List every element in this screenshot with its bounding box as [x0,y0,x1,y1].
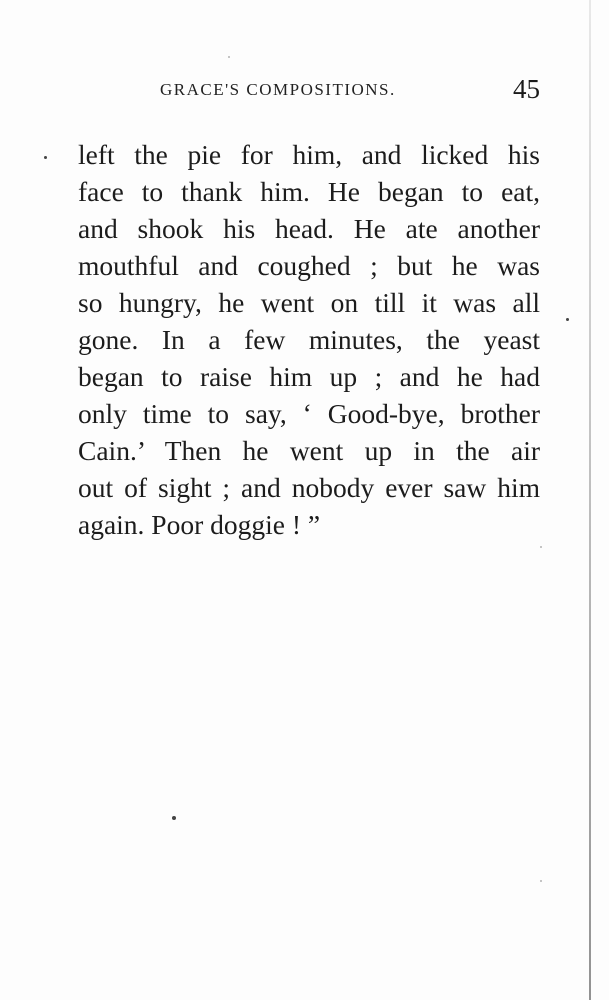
text-line: gone. In a few minutes, the yeast [78,324,540,355]
text-line: face to thank him. He began to eat, [78,176,540,207]
text-line: out of sight ; and nobody ever saw him [78,472,540,503]
scan-speck [566,318,569,321]
text-line: began to raise him up ; and he had [78,361,540,392]
text-line: left the pie for him, and licked his [78,139,540,170]
text-line: and shook his head. He ate another [78,213,540,244]
text-line: Cain.’ Then he went up in the air [78,435,540,466]
scan-speck [172,816,176,820]
running-title: GRACE'S COMPOSITIONS. [160,80,396,99]
body-text [78,136,540,543]
scan-speck [44,156,47,159]
text-line: again. Poor doggie ! ” [78,509,321,540]
page-header [160,76,540,106]
text-line: only time to say, ‘ Good-bye, brother [78,398,540,429]
page-number: 45 [513,74,540,104]
page-edge-shadow [589,0,591,1000]
text-line: mouthful and coughed ; but he was [78,250,540,281]
scan-speck [540,546,542,548]
scan-speck [228,56,230,58]
scan-speck [540,880,542,882]
text-line: so hungry, he went on till it was all [78,287,540,318]
